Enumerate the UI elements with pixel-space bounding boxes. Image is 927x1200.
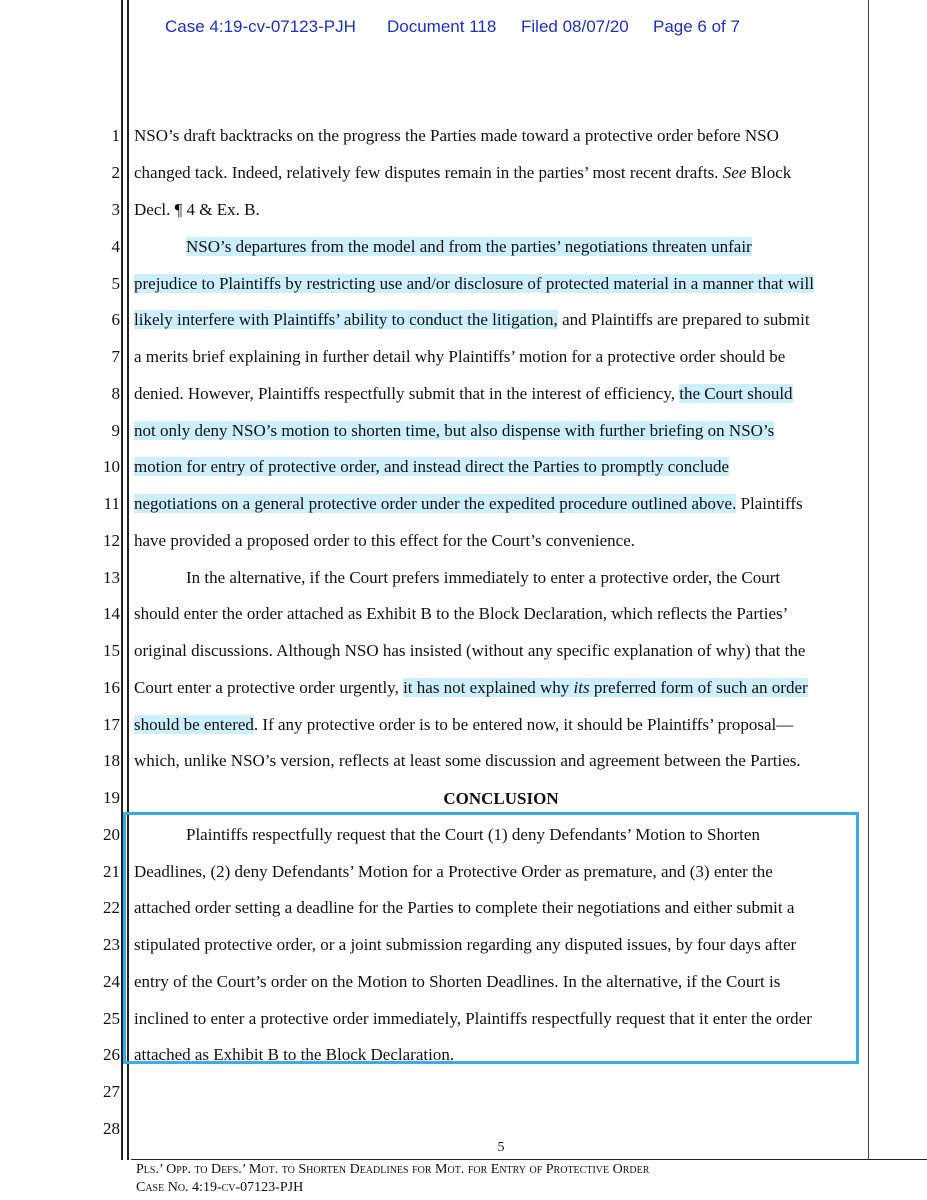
right-margin-rule [868,0,869,1160]
line-number: 28 [103,1119,120,1138]
text-line [134,716,793,733]
text-line [134,385,793,402]
filed-date: Filed 08/07/20 [521,17,629,36]
citation-signal: See [722,163,747,182]
line-number: 21 [103,862,120,881]
footer-case-number: Case No. 4:19-cv-07123-PJH [136,1180,304,1195]
highlighted-text: likely interfere with Plaintiffs’ ability to conduct the litigation, [134,310,558,329]
line-number: 17 [103,715,120,734]
highlighted-text: the Court should [679,384,793,403]
line-number: 18 [103,751,120,770]
text-line [134,495,803,512]
text-run: preferred form of such an order [589,678,808,697]
line-number: 12 [103,531,120,550]
text-run: it has not explained why [403,678,574,697]
text-run: Block [746,163,792,182]
text-run: denied. However, Plaintiffs respectfully submit that in the interest of efficiency, [134,384,680,403]
text-run: changed tack. Indeed, relatively few disputes remain in the parties’ most recent drafts. [134,163,723,182]
text-line: should enter the order attached as Exhibit B to the Block Declaration, which reflects the Parties’ [134,604,789,623]
text-line [186,238,752,255]
line-number: 19 [103,788,120,807]
conclusion-highlight-box [123,812,859,1064]
line-number: 25 [103,1009,120,1028]
line-number: 14 [103,604,120,623]
text-line [134,311,810,328]
text-line: a merits brief explaining in further detail why Plaintiffs’ motion for a protective order should be [134,347,786,366]
text-line [134,679,808,696]
text-line: inclined to enter a protective order immediately, Plaintiffs respectfully request that it enter the order [134,1009,812,1028]
line-number: 1 [111,126,120,145]
highlighted-text: not only deny NSO’s motion to shorten time, but also dispense with further briefing on NSO’s [134,421,775,440]
highlighted-text [403,678,808,697]
text-line: have provided a proposed order to this effect for the Court’s convenience. [134,531,636,550]
text-run: . If any protective order is to be entered now, it should be Plaintiffs’ proposal— [253,715,794,734]
page-indicator: Page 6 of 7 [653,17,740,36]
line-number: 24 [103,972,120,991]
section-heading: CONCLUSION [443,789,559,808]
text-line: attached as Exhibit B to the Block Declaration. [134,1045,455,1064]
text-line: attached order setting a deadline for the Parties to complete their negotiations and either submit a [134,898,795,917]
line-number: 13 [103,568,120,587]
line-number: 15 [103,641,120,660]
line-number: 23 [103,935,120,954]
line-number: 5 [111,274,120,293]
footer-title: Pls.’ Opp. to Defs.’ Mot. to Shorten Deadlines for Mot. for Entry of Protective Order [136,1162,650,1177]
text-line: which, unlike NSO’s version, reflects at least some discussion and agreement between the Parties. [134,751,801,770]
footer-rule [131,1159,927,1160]
text-run: and Plaintiffs are prepared to submit [557,310,810,329]
highlighted-text: negotiations on a general protective order under the expedited procedure outlined above. [134,494,737,513]
line-number: 8 [111,384,120,403]
text-run: Plaintiffs [736,494,803,513]
text-run: Court enter a protective order urgently, [134,678,404,697]
line-number: 20 [103,825,120,844]
text-line: Plaintiffs respectfully request that the Court (1) deny Defendants’ Motion to Shorten [186,825,760,844]
line-number: 10 [103,457,120,476]
line-number: 3 [111,200,120,219]
line-number: 2 [111,163,120,182]
line-number: 27 [103,1082,120,1101]
line-number: 16 [103,678,120,697]
italic-emphasis: its [573,678,590,697]
highlighted-text: motion for entry of protective order, and instead direct the Parties to promptly conclude [134,457,730,476]
text-line: NSO’s draft backtracks on the progress the Parties made toward a protective order before NSO [134,126,779,145]
page-number: 5 [497,1140,505,1155]
line-number: 7 [111,347,120,366]
text-line [134,164,791,181]
line-number: 4 [111,237,120,256]
highlighted-text: NSO’s departures from the model and from the parties’ negotiations threaten unfair [186,237,752,256]
text-line: entry of the Court’s order on the Motion to Shorten Deadlines. In the alternative, if the Court is [134,972,781,991]
text-line [134,422,774,439]
text-line: Deadlines, (2) deny Defendants’ Motion for a Protective Order as premature, and (3) enter the [134,862,773,881]
text-line [134,275,814,292]
text-line: Decl. ¶ 4 & Ex. B. [134,200,260,219]
highlighted-text: prejudice to Plaintiffs by restricting use and/or disclosure of protected material in a manner that will [134,274,814,293]
case-number: Case 4:19-cv-07123-PJH [165,17,356,36]
line-number: 26 [103,1045,120,1064]
highlighted-text: should be entered [134,715,254,734]
line-number: 6 [111,310,120,329]
line-number: 22 [103,898,120,917]
text-line [134,458,729,475]
line-number: 11 [103,494,120,513]
line-number: 9 [111,421,120,440]
document-number: Document 118 [387,17,497,36]
text-line: original discussions. Although NSO has insisted (without any specific explanation of why) that the [134,641,806,660]
text-line: In the alternative, if the Court prefers immediately to enter a protective order, the Court [186,568,781,587]
text-line: stipulated protective order, or a joint submission regarding any disputed issues, by four days after [134,935,797,954]
